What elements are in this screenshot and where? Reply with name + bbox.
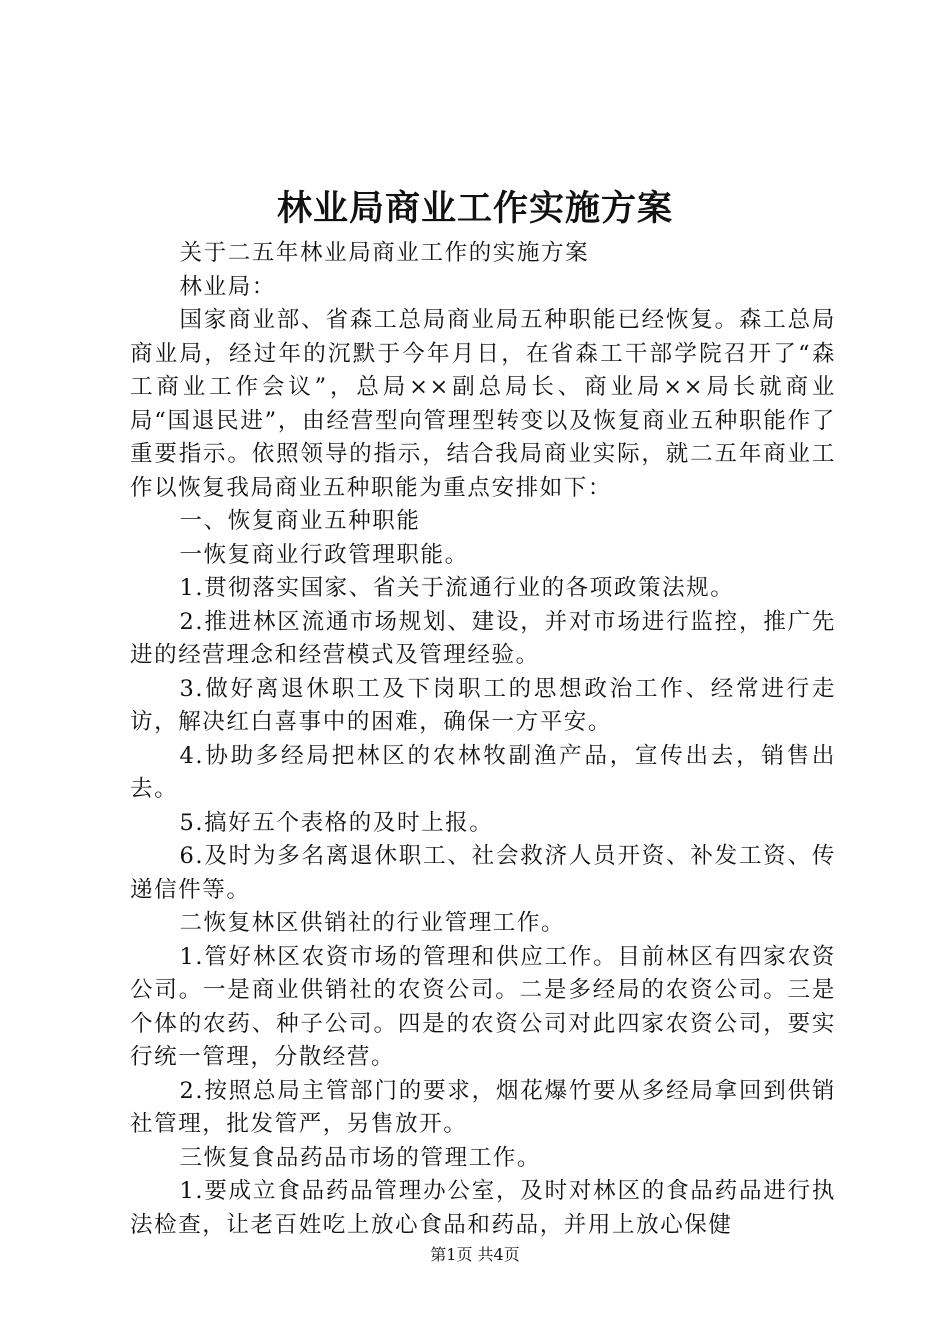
list-item: 2.推进林区流通市场规划、建设，并对市场进行监控，推广先进的经营理念和经营模式及管理经验。	[130, 608, 836, 668]
paragraph-intro: 国家商业部、省森工总局商业局五种职能已经恢复。森工总局商业局，经过年的沉默于今年月日，在省森工干部学院召开了“森工商业工作会议”，总局××副总局长、商业局××局长就商业局“国退民进”，由经营型向管理型转变以及恢复商业五种职能作了重要指示。依照领导的指示，结合我局商业实际，就二五年商业工作以恢复我局商业五种职能为重点安排如下：	[130, 307, 836, 501]
section-heading-1: 一、恢复商业五种职能	[179, 508, 421, 534]
list-item: 1.要成立食品药品管理办公室，及时对林区的食品药品进行执法检查，让老百姓吃上放心食品和药品，并用上放心保健	[130, 1178, 836, 1238]
list-item: 1.管好林区农资市场的管理和供应工作。目前林区有四家农资公司。一是商业供销社的农资公司。二是多经局的农资公司。三是个体的农药、种子公司。四是的农资公司对此四家农资公司，要实行统一管理，分散经营。	[130, 943, 836, 1070]
list-item: 2.按照总局主管部门的要求，烟花爆竹要从多经局拿回到供销社管理，批发管严，另售放开。	[130, 1077, 836, 1137]
page-footer: 第1页 共4页	[430, 1245, 520, 1264]
paragraph-addressee: 林业局：	[179, 273, 276, 300]
subsection-heading-1: 一恢复商业行政管理职能。	[179, 541, 469, 568]
list-item: 3.做好离退休职工及下岗职工的思想政治工作、经常进行走访，解决红白喜事中的困难，确保一方平安。	[130, 675, 836, 735]
subsection-heading-2: 二恢复林区供销社的行业管理工作。	[179, 910, 566, 936]
document-title: 林业局商业工作实施方案	[276, 188, 673, 229]
document-body	[130, 237, 836, 1242]
list-item: 6.及时为多名离退休职工、社会救济人员开资、补发工资、传递信件等。	[130, 843, 836, 903]
list-item: 1.贯彻落实国家、省关于流通行业的各项政策法规。	[179, 575, 735, 601]
subsection-heading-3: 三恢复食品药品市场的管理工作。	[179, 1144, 542, 1171]
list-item: 5.搞好五个表格的及时上报。	[179, 809, 494, 836]
list-item: 4.协助多经局把林区的农林牧副渔产品，宣传出去，销售出去。	[130, 742, 836, 802]
paragraph-subtitle: 关于二五年林业局商业工作的实施方案	[179, 240, 590, 266]
